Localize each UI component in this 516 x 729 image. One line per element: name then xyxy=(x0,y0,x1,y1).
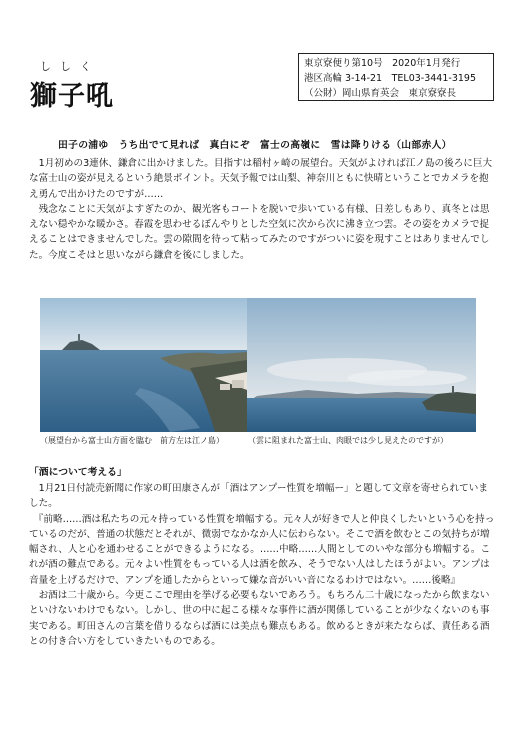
paragraph: 『前略……酒は私たちの元々持っている性質を増幅する。元々人が好きで人と仲良くしたいという心を持っているのだが、普通の状態だとそれが、微弱でなかなか人に伝わらない。そこで酒を飲むとこの気持ちが増幅され、人と心を通わせることができるようになる。……中略……人間としてのいやな部分も増幅する。これが酒の難点である。元々よい性質をもっている人は酒を飲み、そうでない人はしたほうがよい。アンプは音量を上げるだけで、アンプを通したからといって嫌な音がいい音になるわけではない。……後略』 xyxy=(29,513,495,586)
poem-line: 田子の浦ゆ うち出でて見れば 真白にぞ 富士の高嶺に 雪は降りける（山部赤人） xyxy=(58,140,452,151)
photo-fuji-image xyxy=(247,298,476,432)
photo-caption-left: （展望台から富士山方面を臨む 前方左は江ノ島） xyxy=(40,436,224,445)
article-heading-sake: 「酒について考える」 xyxy=(29,467,127,478)
photo-enoshima-view xyxy=(40,298,247,432)
publication-info-box xyxy=(298,53,494,101)
issue-line: 東京寮便り第10号 2020年1月発行 xyxy=(304,58,461,69)
photo-fuji-clouds xyxy=(247,298,476,432)
paragraph: 残念なことに天気がよすぎたのか、観光客もコートを脱いで歩いている有様、日差しもあり、真冬とは思えない穏やかな暖かさ。春霞を思わせるぼんやりとした空気に次から次に沸き立つ雲。その姿をカメラで捉えることはできませんでした。雲の隙間を待って粘ってみたのですがついに姿を現すことはありませんでした。今度こそはと思いながら鎌倉を後にしました。 xyxy=(29,203,490,261)
paragraph: お酒は二十歳から。今更ここで理由を挙げる必要もないであろう。もちろん二十歳になったから飲まないといけないわけでもない。しかし、世の中に起こる様々な事件に酒が関係していることが少なくないのも事実である。町田さんの言葉を借りるならば酒には美点も難点もある。飲めるときが来たならば、責任ある酒との付き合い方をしていきたいものである。 xyxy=(29,590,490,647)
newsletter-logo: 獅子吼 xyxy=(30,81,114,112)
paragraph: 1月初めの3連休、鎌倉に出かけました。目指すは稲村ヶ崎の展望台。天気がよければ江ノ島の後ろに巨大な富士山の姿が見えるという絶景ポイント。天気予報では山梨、神奈川ともに快晴ということでカメラを抱え勇んで出かけたのですが…… xyxy=(29,158,493,200)
logo-ruby: ししく xyxy=(40,60,100,73)
article-kamakura xyxy=(29,156,493,263)
photo-caption-right: （雲に阻まれた富士山、肉眼では少し見えたのですが） xyxy=(248,436,448,445)
photo-enoshima-image xyxy=(40,298,247,432)
article-sake xyxy=(29,481,495,649)
publisher-line: （公財）岡山県育英会 東京寮寮長 xyxy=(304,88,457,99)
address-line: 港区高輪 3-14-21 TEL03-3441-3195 xyxy=(304,73,476,84)
paragraph: 1月21日付読売新聞に作家の町田康さんが「酒はアンプー性質を増幅ー」と題して文章を寄せられていました。 xyxy=(29,483,488,510)
